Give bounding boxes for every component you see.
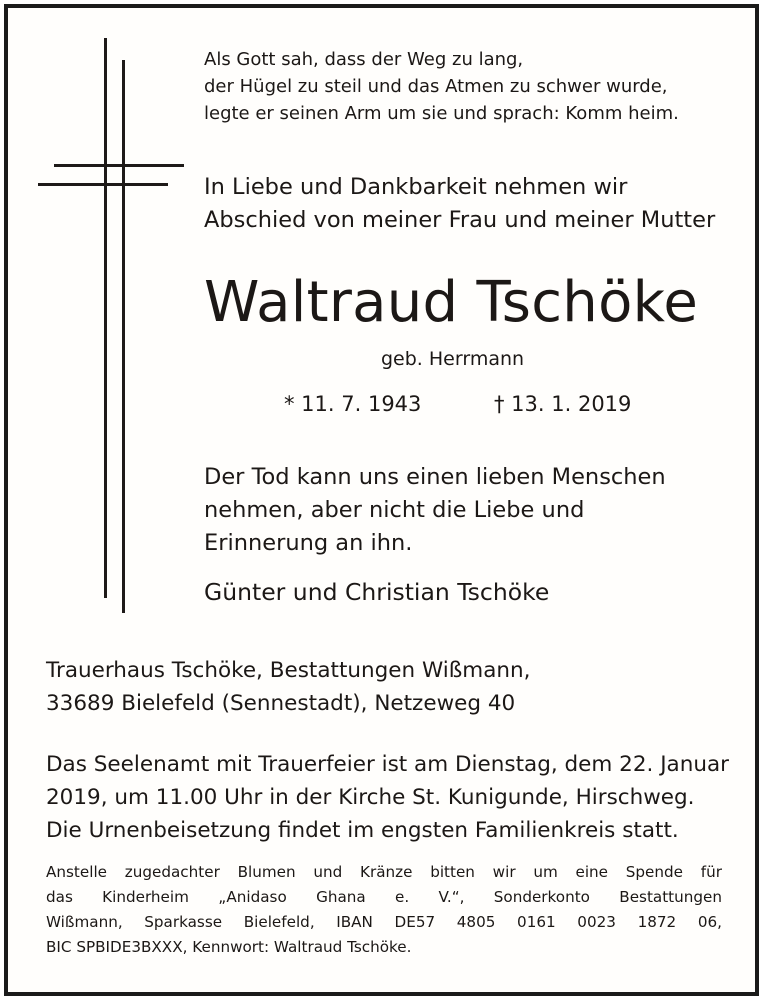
poem-line: Als Gott sah, dass der Weg zu lang, [204, 49, 524, 70]
poem-line: legte er seinen Arm um sie und sprach: Komm heim. [204, 103, 679, 124]
address-line: 33689 Bielefeld (Sennestadt), Netzeweg 40 [46, 691, 516, 716]
donation-request [46, 860, 722, 960]
maiden-name: geb. Herrmann [381, 348, 525, 370]
quote-line: nehmen, aber nicht die Liebe und [204, 497, 585, 523]
cross-vertical-bar-2 [122, 60, 125, 613]
obituary-notice [4, 4, 759, 996]
cross-horizontal-bar-1 [54, 164, 184, 167]
deceased-name: Waltraud Tschöke [204, 270, 699, 335]
mourners-names: Günter und Christian Tschöke [204, 578, 550, 606]
quote-line: Erinnerung an ihn. [204, 530, 413, 556]
address-line: Trauerhaus Tschöke, Bestattungen Wißmann, [46, 658, 531, 683]
poem [204, 46, 679, 127]
death-date: † 13. 1. 2019 [494, 392, 632, 416]
cross-vertical-bar-1 [104, 38, 107, 598]
funeral-details [46, 748, 729, 847]
intro-text [204, 171, 715, 237]
funeral-line: Die Urnenbeisetzung findet im engsten Familienkreis statt. [46, 818, 679, 843]
intro-line: In Liebe und Dankbarkeit nehmen wir [204, 174, 628, 200]
cross-horizontal-bar-2 [38, 183, 168, 186]
mourning-house-address [46, 654, 530, 720]
funeral-line: 2019, um 11.00 Uhr in der Kirche St. Kunigunde, Hirschweg. [46, 785, 695, 810]
funeral-line: Das Seelenamt mit Trauerfeier ist am Dienstag, dem 22. Januar [46, 752, 729, 777]
intro-line: Abschied von meiner Frau und meiner Mutter [204, 207, 716, 233]
memorial-quote [204, 461, 666, 560]
poem-line: der Hügel zu steil und das Atmen zu schwer wurde, [204, 76, 668, 97]
birth-date: * 11. 7. 1943 [284, 392, 422, 416]
donation-line: Wißmann, Sparkasse Bielefeld, IBAN DE57 4805 0161 0023 1872 06, [46, 913, 722, 931]
donation-line: Anstelle zugedachter Blumen und Kränze bitten wir um eine Spende für [46, 863, 722, 881]
donation-line: das Kinderheim „Anidaso Ghana e. V.“, Sonderkonto Bestattungen [46, 888, 722, 906]
quote-line: Der Tod kann uns einen lieben Menschen [204, 464, 666, 490]
donation-line: BIC SPBIDE3BXXX, Kennwort: Waltraud Tschöke. [46, 938, 412, 956]
